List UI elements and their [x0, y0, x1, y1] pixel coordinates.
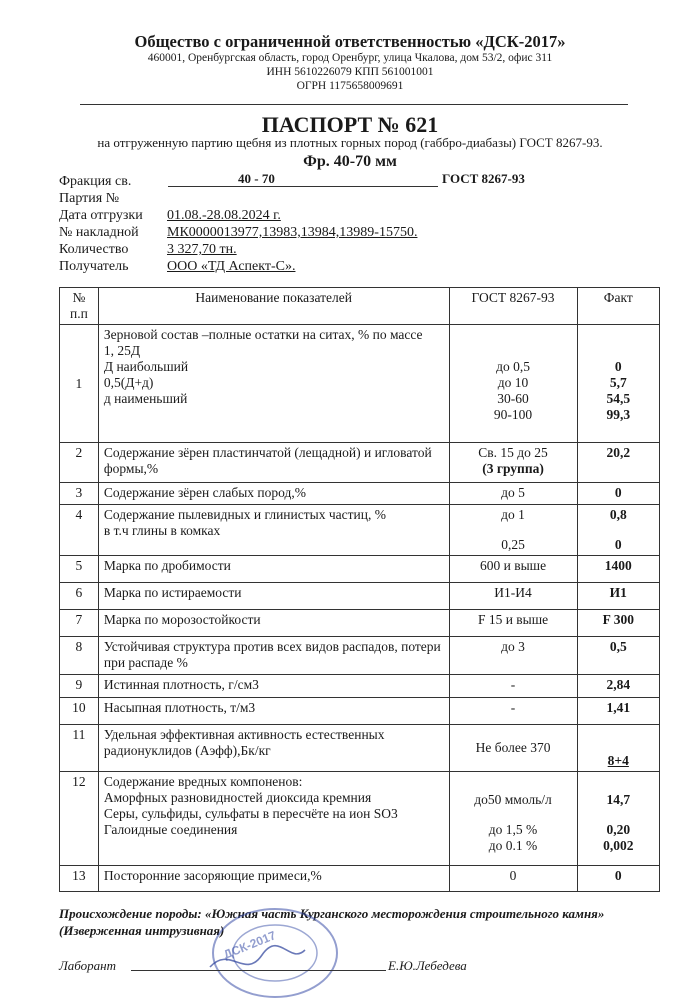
- cell-gost: [449, 698, 577, 725]
- fact-line: 0: [614, 359, 622, 374]
- cell-fact: [577, 443, 659, 483]
- table-row: [60, 443, 660, 483]
- cell-fact: [577, 556, 659, 583]
- invoice-value: МК0000013977,13983,13984,13989-15750.: [167, 225, 418, 240]
- fact-line: 54,5: [606, 391, 631, 406]
- fact-line: F 300: [602, 612, 634, 627]
- company-name: Общество с ограниченной ответственностью «ДСК-2017»: [134, 32, 566, 51]
- cell-name: [98, 675, 449, 698]
- cell-num: 8: [60, 637, 99, 675]
- cell-num: 2: [60, 443, 99, 483]
- table-row: [60, 772, 660, 866]
- name-line: Насыпная плотность, т/м3: [103, 700, 256, 715]
- cell-fact: [577, 698, 659, 725]
- cell-num: 11: [60, 725, 99, 772]
- gost-line: до 1,5 %: [488, 822, 538, 837]
- gost-line: до 0.1 %: [488, 838, 538, 853]
- company-inn-kpp: ИНН 5610226079 КПП 561001001: [266, 66, 434, 78]
- col-header-num: № п.п: [60, 288, 99, 325]
- name-line: Галоидные соединения: [103, 822, 238, 837]
- name-line: Содержание пылевидных и глинистых частиц, %: [103, 507, 386, 522]
- cell-name: [98, 583, 449, 610]
- gost-line: -: [510, 700, 516, 715]
- cell-gost: [449, 443, 577, 483]
- cell-name: [98, 325, 449, 443]
- gost-line: до 0,5: [496, 359, 530, 374]
- fraction-gost: ГОСТ 8267-93: [442, 171, 525, 186]
- name-line: 1, 25Д: [103, 343, 141, 358]
- table-row: [60, 483, 660, 505]
- gost-line: Св. 15 до 25: [478, 445, 548, 460]
- cell-num: 3: [60, 483, 99, 505]
- cell-fact: [577, 583, 659, 610]
- gost-line: до 3: [501, 639, 525, 654]
- fact-line: 2,84: [606, 677, 631, 692]
- fact-line: 0,8: [609, 507, 627, 522]
- gost-line: до 5: [501, 485, 525, 500]
- cell-name: [98, 483, 449, 505]
- cell-num: 1: [60, 325, 99, 443]
- fact-line: 1400: [604, 558, 632, 573]
- name-line: Д наибольший: [103, 359, 189, 374]
- fact-line: 0,002: [603, 838, 634, 853]
- cell-fact: [577, 772, 659, 866]
- cell-gost: [449, 556, 577, 583]
- header-divider: [80, 104, 628, 105]
- gost-line: 90-100: [493, 407, 533, 422]
- col-header-name: Наименование показателей: [98, 288, 449, 325]
- gost-line: 0: [509, 868, 517, 883]
- fact-line: 0: [614, 485, 622, 500]
- cell-gost: [449, 483, 577, 505]
- fact-line: 0: [614, 868, 622, 883]
- name-line: Аморфных разновидностей диоксида кремния: [103, 790, 372, 805]
- invoice-label: № накладной: [59, 225, 139, 240]
- fact-line: 5,7: [609, 375, 627, 390]
- cell-name: [98, 866, 449, 892]
- col-header-gost: ГОСТ 8267-93: [449, 288, 577, 325]
- cell-fact: [577, 483, 659, 505]
- name-line: Марка по дробимости: [103, 558, 231, 573]
- cell-gost: [449, 583, 577, 610]
- cell-fact: [577, 610, 659, 637]
- cell-gost: [449, 866, 577, 892]
- cell-gost: [449, 675, 577, 698]
- recipient-label: Получатель: [59, 259, 129, 274]
- name-line: Истинная плотность, г/см3: [103, 677, 259, 692]
- fact-line: 0,5: [609, 639, 627, 654]
- name-line: Содержание зёрен пластинчатой (лещадной) и игловатой формы,%: [103, 445, 432, 476]
- cell-fact: [577, 725, 659, 772]
- table-row: [60, 637, 660, 675]
- cell-name: [98, 637, 449, 675]
- table-row: [60, 725, 660, 772]
- date-value: 01.08.-28.08.2024 г.: [167, 208, 281, 223]
- col-header-fact: Факт: [577, 288, 659, 325]
- passport-subtitle: на отгруженную партию щебня из плотных горных пород (габбро-диабазы) ГОСТ 8267-93.: [97, 135, 603, 150]
- cell-fact: [577, 505, 659, 556]
- cell-gost: [449, 325, 577, 443]
- table-row: [60, 698, 660, 725]
- name-line: Посторонние засоряющие примеси,%: [103, 868, 322, 883]
- cell-name: [98, 772, 449, 866]
- gost-line: И1-И4: [494, 585, 532, 600]
- company-stamp: [190, 905, 350, 1000]
- cell-num: 10: [60, 698, 99, 725]
- cell-name: [98, 725, 449, 772]
- table-header-row: [60, 288, 660, 325]
- name-line: Содержание вредных компоненов:: [103, 774, 303, 789]
- cell-fact: [577, 866, 659, 892]
- fraction-label: Фракция св.: [59, 174, 132, 189]
- table-row: [60, 556, 660, 583]
- table-row: [60, 866, 660, 892]
- fact-line: 20,2: [606, 445, 631, 460]
- table-body: [60, 325, 660, 892]
- name-line: Серы, сульфиды, сульфаты в пересчёте на ион SO3: [103, 806, 398, 821]
- name-line: д наименьший: [103, 391, 188, 406]
- cell-fact: [577, 325, 659, 443]
- lab-assistant-name: Е.Ю.Лебедева: [388, 958, 467, 973]
- gost-line: Не более 370: [475, 740, 551, 755]
- gost-line: F 15 и выше: [477, 612, 549, 627]
- name-line: в т.ч глины в комках: [103, 523, 221, 538]
- cell-fact: [577, 675, 659, 698]
- gost-line: (3 группа): [482, 461, 544, 476]
- fact-line: И1: [609, 585, 627, 600]
- cell-fact: [577, 637, 659, 675]
- name-line: Марка по морозостойкости: [103, 612, 261, 627]
- cell-name: [98, 556, 449, 583]
- cell-name: [98, 698, 449, 725]
- fact-line: 8+4: [607, 753, 629, 768]
- gost-line: 30-60: [497, 391, 529, 406]
- fraction-heading: Фр. 40-70 мм: [303, 153, 397, 170]
- lab-assistant-label: Лаборант: [59, 958, 117, 973]
- cell-gost: [449, 637, 577, 675]
- name-line: Удельная эффективная активность естественных радионуклидов (Аэфф),Бк/кг: [103, 727, 385, 758]
- gost-line: -: [510, 677, 516, 692]
- table-row: [60, 675, 660, 698]
- cell-num: 7: [60, 610, 99, 637]
- cell-num: 5: [60, 556, 99, 583]
- name-line: 0,5(Д+д): [103, 375, 154, 390]
- name-line: Содержание зёрен слабых пород,%: [103, 485, 306, 500]
- fraction-underline: [168, 186, 438, 187]
- cell-num: 9: [60, 675, 99, 698]
- cell-num: 4: [60, 505, 99, 556]
- gost-line: до 10: [497, 375, 529, 390]
- fact-line: 99,3: [606, 407, 631, 422]
- cell-gost: [449, 505, 577, 556]
- batch-label: Партия №: [59, 191, 120, 206]
- cell-num: 6: [60, 583, 99, 610]
- table-row: [60, 505, 660, 556]
- name-line: Устойчивая структура против всех видов распадов, потери при распаде %: [103, 639, 441, 670]
- table-row: [60, 583, 660, 610]
- cell-gost: [449, 610, 577, 637]
- cell-name: [98, 610, 449, 637]
- signature-line: [131, 970, 386, 971]
- table-row: [60, 325, 660, 443]
- name-line: Зерновой состав –полные остатки на ситах, % по массе: [103, 327, 423, 342]
- fact-line: 14,7: [606, 792, 631, 807]
- gost-line: 600 и выше: [480, 558, 547, 573]
- passport-title: ПАСПОРТ № 621: [261, 112, 439, 137]
- recipient-value: ООО «ТД Аспект-С».: [167, 259, 296, 274]
- cell-name: [98, 443, 449, 483]
- fraction-value: 40 - 70: [238, 171, 275, 186]
- fact-line: 0,20: [606, 822, 631, 837]
- cell-name: [98, 505, 449, 556]
- gost-line: до 1: [501, 507, 525, 522]
- cell-num: 13: [60, 866, 99, 892]
- name-line: Марка по истираемости: [103, 585, 242, 600]
- cell-gost: [449, 725, 577, 772]
- company-address: 460001, Оренбургская область, город Оренбург, улица Чкалова, дом 53/2, офис 311: [147, 52, 553, 64]
- company-ogrn: ОГРН 1175658009691: [296, 80, 404, 92]
- quantity-value: 3 327,70 тн.: [167, 242, 237, 257]
- gost-line: до50 ммоль/л: [474, 792, 552, 807]
- gost-line: 0,25: [501, 537, 525, 552]
- parameters-table: [59, 287, 660, 892]
- cell-num: 12: [60, 772, 99, 866]
- fact-line: 1,41: [606, 700, 631, 715]
- date-label: Дата отгрузки: [59, 208, 143, 223]
- table-row: [60, 610, 660, 637]
- stamp-text: ДСК-2017: [221, 928, 278, 962]
- quantity-label: Количество: [59, 242, 129, 257]
- rock-origin: Происхождение породы: «Южная часть Курганского месторождения строительного камня» (Изверженная интрузивная): [59, 906, 605, 938]
- cell-gost: [449, 772, 577, 866]
- fact-line: 0: [614, 537, 622, 552]
